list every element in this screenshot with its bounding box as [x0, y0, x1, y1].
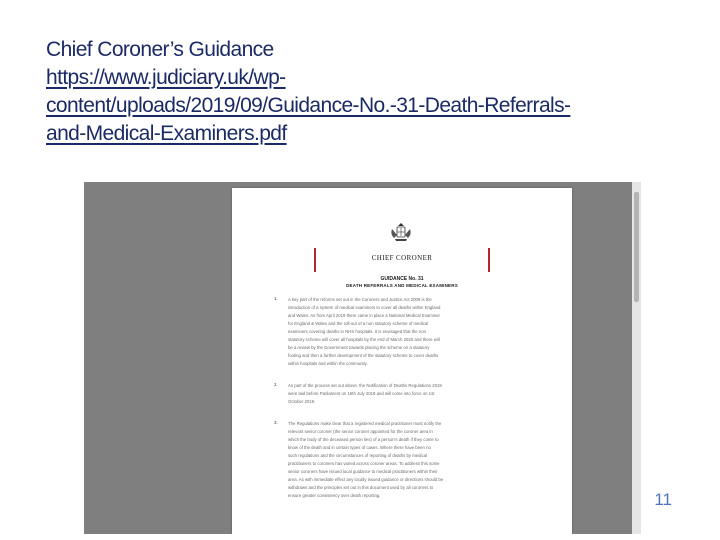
guidance-subtitle: DEATH REFERRALS AND MEDICAL EXAMINERS — [346, 283, 458, 288]
royal-crest-icon — [389, 221, 413, 243]
paragraph-text — [288, 420, 540, 500]
slide-heading: Chief Coroner’s Guidance — [46, 38, 274, 61]
slide-number: 11 — [654, 490, 672, 509]
text-line: senior coroners have issued local guidance to medical practitioners within their — [288, 469, 438, 474]
text-line: statutory scheme will cover all hospitals by the end of March 2020 and there will — [288, 337, 440, 342]
text-line: withdrawn and the principles set out in this document used by all coroners to — [288, 485, 434, 490]
text-line: examiners covering deaths in NHS hospitals. It is envisaged that the non — [288, 329, 427, 334]
text-line: introduction of a system of medical examiners to cover all deaths within England — [288, 305, 441, 310]
paragraph-number: 3. — [274, 420, 278, 425]
chief-coroner-header — [314, 248, 490, 272]
document-screenshot — [84, 182, 641, 534]
text-line: October 2019. — [288, 399, 316, 404]
text-line: A key part of the reforms set out in the Coroners and Justice Act 2009 is the — [288, 297, 432, 302]
text-line: practitioners to coroners has varied across coroner areas. To address this some — [288, 461, 440, 466]
paragraph-number: 2. — [274, 382, 278, 387]
paragraph-text — [288, 382, 540, 406]
text-line: ensure greater consistency over death reporting. — [288, 493, 381, 498]
text-line: be a review by the Government towards placing the scheme on a statutory — [288, 345, 430, 350]
text-line: know of the death and in certain types of cases. Where there have been no — [288, 445, 431, 450]
document-page — [232, 188, 572, 534]
guidance-url-line-2[interactable]: content/uploads/2019/09/Guidance-No.-31-Death-Referrals- — [46, 94, 571, 117]
text-line: such regulations and the circumstances of reporting of deaths by medical — [288, 453, 428, 458]
guidance-number: GUIDANCE No. 31 — [380, 276, 424, 282]
text-line: The Regulations make clear that a registered medical practitioner must notify the — [288, 421, 442, 426]
slide-title — [46, 36, 686, 148]
chief-coroner-label: CHIEF CORONER — [371, 254, 433, 262]
guidance-url-line-1[interactable]: https://www.judiciary.uk/wp- — [46, 66, 286, 89]
text-line: which the body of the deceased person lies) of a person's death if they come to — [288, 437, 439, 442]
text-line: As part of the process set out above, the Notification of Deaths Regulations 2019 — [288, 383, 442, 388]
paragraph-text — [288, 296, 540, 368]
text-line: area. As with immediate effect any locally issued guidance or directions should be — [288, 477, 444, 482]
text-line: relevant senior coroner (the senior coroner appointed for the coroner area in — [288, 429, 433, 434]
document-scrollbar[interactable] — [632, 182, 641, 534]
guidance-url-line-3[interactable]: and-Medical-Examiners.pdf — [46, 122, 287, 145]
scrollbar-thumb[interactable] — [634, 192, 639, 302]
text-line: were laid before Parliament on 16th July 2019 and will come into force on 1st — [288, 391, 435, 396]
text-line: for England & Wales and the roll-out of a non statutory scheme of medical — [288, 321, 429, 326]
paragraph-number: 1. — [274, 296, 278, 301]
text-line: footing and then a further development of the statutory scheme to cover deaths — [288, 353, 439, 358]
text-line: and Wales. As from April 2019 there came in place a National Medical Examiner — [288, 313, 440, 318]
text-line: within hospitals and within the community. — [288, 361, 368, 366]
